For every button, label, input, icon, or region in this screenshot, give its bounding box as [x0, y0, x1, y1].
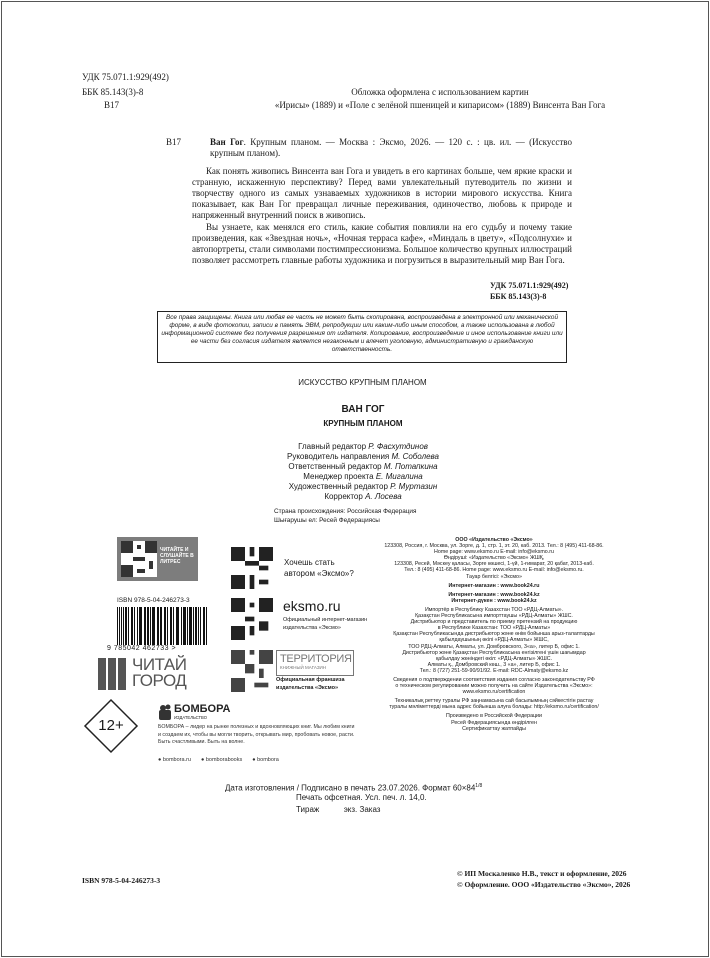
series-title: ИСКУССТВО КРУПНЫМ ПЛАНОМ [298, 378, 427, 387]
credit-line: Художественный редактор Р. Муртазин [288, 482, 438, 491]
barcode-bar [173, 607, 174, 645]
barcode-bar [198, 607, 199, 645]
barcode-bar [119, 607, 120, 645]
territory-text: Официальная франшиза издательства «Эксмо» [276, 677, 345, 691]
barcode-bar [200, 607, 201, 645]
barcode-bar [153, 607, 154, 645]
catalog-para1: Как понять живопись Винсента ван Гога и увидеть в его картинах больше, чем яркие краски и странную, искаженную перспективу? Перед вами увлекательный путеводитель по жизни и творчеству одного из самых узнаваемых художников в истории мирового искусства. Книга показывает, как Ван Гог превращал личные переживания, одиночество, любовь к природе и напряженный внутренний поиск в живопись. [192, 166, 572, 220]
origin-ru: Страна происхождения: Российская Федерация [274, 508, 417, 515]
cover-note-line2: «Ирисы» (1889) и «Поле с зелёной пшеницей и кипарисом» (1889) Винсента Ван Гога [274, 100, 606, 110]
bombora-link[interactable]: ● bomborabooks [201, 757, 243, 763]
litres-qr-code [121, 541, 157, 577]
barcode-bar [204, 607, 205, 645]
barcode-bar [193, 607, 194, 645]
barcode-bar [167, 607, 168, 645]
origin-kz: Шығарушы ел: Ресей Федерациясы [274, 517, 380, 524]
cover-note-line1: Обложка оформлена с использованием картин [351, 87, 529, 97]
publisher-block: ООО «Издательство «Эксмо» 123308, Россия, г. Москва, ул. Зорге, д. 1, стр. 1, эт. 20, каб. 2013. Тел.: 8 (495) 411-68-86. Home page: www.eksmo.ru E-mail: info@eksmo.ru Өндіруші: «Издательство «Эксмо» ЖШҚ, 123308, Ресей, Мәскеу қаласы, Зорге көшесі, 1-үй, 1-ғимарат, 20 қабат, 2013-каб. Тел.: 8 (495) 411-68-86. Home page: www.eksmo.ru E-mail: info@eksmo.ru. Тауар белгісі: «Эксмо» Интернет-магазин : www.book24.ru Интернет-магазин : www.book24.kz Интернет-дүкен : www.book24.kz Импортёр в Республику Казахстан ТОО «РДЦ-Алматы». Қазақстан Республикасына импорттаушы «РДЦ-Алматы» ЖШС. Дистрибьютор и представитель по приему претензий на продукцию в Республике Казахстан: ТОО «РДЦ-Алматы» Қазақстан Республикасында дистрибьютор және өнім бойынша арыз-талаптарды қабылдаушының өкілі «РДЦ-Алматы» ЖШС, ТОО РДЦ-Алматы, Алматы, ул. Домбровского, 3«а», литер Б, офис 1. Дистрибьютор және Қазақстан Республикасына енгізілгені үшін шағымдар қабылдау жөніндегі өкіл: «РДЦ-Алматы» ЖШС. Алматы қ., Домбровский көш., 3 «а», литер Б, офис 1. Тел.: 8 (727) 251-59-90/91/92. E-mail: RDC-Almaty@eksmo.kz Сведения о подтверждении соответствия издания согласно законодательству РФ о техническом регулировании можно получить на сайте Издательства «Эксмо»: www.eksmo.ru/certification Техникалық реттеу туралы РФ заңнамасына сай басылымның сәйкестігін растау туралы мәліметтерді мына адрес бойынша алуға болады: http://eksmo.ru/certification/ Произведено в Российской Федерации Ресей Федерациясында өндірілген Сертификаттау жатпайды [384, 537, 604, 732]
print-info-line1: Дата изготовления / Подписано в печать 23.07.2026. Формат $60\times 84^{1/8}$ [225, 783, 483, 793]
barcode-bar [145, 607, 146, 645]
isbn-bottom: ISBN 978-5-04-246273-3 [82, 876, 161, 885]
catalog-entry-rest: . Крупным планом. — Москва : Эксмо, 2026. — 120 с. : цв. ил. — (Искусство крупным планом). [210, 137, 572, 158]
copyright-1: © ИП Москаленко Н.В., текст и оформление, 2026 [457, 869, 627, 878]
barcode-bar [121, 607, 122, 645]
bombora-link[interactable]: ● bombora [252, 757, 279, 763]
barcode-bar [132, 607, 133, 645]
barcode-bar [171, 607, 172, 645]
catalog-entry [210, 137, 572, 159]
bombora-link[interactable]: ● bombora.ru [158, 757, 191, 763]
credit-line: Ответственный редактор М. Потапкина [288, 462, 438, 471]
bombora-description: БОМБОРА – лидер на рынке полезных и вдохновляющих книг. Мы любим книги и создаем их, чтобы вы могли творить, открывать мир, пробовать новое, расти. Быть счастливыми. Быть на волне. [158, 724, 355, 745]
barcode-bar [134, 607, 135, 645]
barcode-bar [125, 607, 127, 645]
catalog-bbk: ББК 85.143(3)-8 [490, 292, 547, 301]
credit-line: Руководитель направления М. Соболева [286, 452, 439, 461]
barcode-bar [206, 607, 207, 645]
barcode-bar [140, 607, 142, 645]
barcode-bar [165, 607, 166, 645]
barcode-bar [158, 607, 159, 645]
book-title: ВАН ГОГ [341, 404, 385, 415]
barcode-bar [187, 607, 188, 645]
barcode [117, 607, 209, 645]
print-info-line2: Печать офсетная. Усл. печ. л. 14,0. [296, 793, 427, 802]
barcode-bar [139, 607, 140, 645]
barcode-bar [178, 607, 179, 645]
eksmo-site[interactable]: eksmo.ru [283, 598, 341, 614]
barcode-bar [160, 607, 162, 645]
barcode-bar [181, 607, 182, 645]
barcode-bars [117, 607, 209, 645]
bombora-icon [158, 704, 172, 720]
print-info-line3: Тираж экз. Заказ [296, 805, 381, 814]
author-qr-code [231, 547, 273, 589]
eksmo-qr-code [231, 598, 273, 640]
web-icon: ● [158, 757, 162, 763]
code-top: В17 [104, 100, 120, 110]
credit-line: Главный редактор Р. Фасхутдинов [298, 442, 428, 451]
eksmo-shop-text: Официальный интернет-магазин издательства «Эксмо» [283, 617, 368, 631]
catalog-udk: УДК 75.071.1:929(492) [490, 281, 569, 290]
copyright-2: © Оформление. ООО «Издательство «Эксмо», 2026 [457, 880, 631, 889]
territory-qr-code [231, 650, 273, 692]
age-rating-badge: 12+ [83, 698, 139, 754]
udk-top: УДК 75.071.1:929(492) [82, 72, 169, 82]
book-subtitle: КРУПНЫМ ПЛАНОМ [323, 419, 403, 428]
litres-block [117, 537, 198, 581]
chitai-gorod-logo: ЧИТАЙ ГОРОД [98, 658, 216, 690]
rights-box: Все права защищены. Книга или любая ее часть не может быть скопирована, воспроизведена в электронной или механической форме, в виде фотокопии, записи в память ЭВМ, репродукции или каким-либо иным способом, а также использована в любой информационной системе без получения разрешения от издателя. Копирование, воспроизведение и иное использование книги или ее части без согласия издателя является незаконным и влечет уголовную, административную и гражданскую ответственность. [157, 311, 567, 363]
isbn-small: ISBN 978-5-04-246273-3 [117, 597, 190, 604]
territory-logo: ТЕРРИТОРИЯ КНИЖНЫЙ МАГАЗИН [276, 650, 354, 676]
catalog-code: В17 [166, 137, 182, 147]
barcode-bar [191, 607, 192, 645]
barcode-bar [152, 607, 153, 645]
barcode-bar [147, 607, 148, 645]
credit-line: Корректор А. Лосева [324, 492, 402, 501]
barcode-bar [128, 607, 129, 645]
credits [230, 442, 496, 502]
social-icon: ● [252, 757, 256, 763]
author-cta[interactable]: Хочешь стать автором «Эксмо»? [284, 558, 354, 578]
catalog-author: Ван Гог [210, 137, 244, 147]
bombora-links [158, 757, 279, 763]
litres-label: ЧИТАЙТЕ И СЛУШАЙТЕ В ЛИТРЕС [160, 547, 194, 565]
catalog-para2: Вы узнаете, как менялся его стиль, какие события повлияли на его судьбу и почему такие произведения, как «Звездная ночь», «Ночная терраса кафе», «Миндаль в цвету», «Подсолнухи» и автопортреты, стали символами постимпрессионизма. Большое количество крупных иллюстраций позволяет рассмотреть главные работы художника и погрузиться в выразительный мир Ван Гога. [192, 222, 572, 265]
barcode-bar [184, 607, 185, 645]
bbk-top: ББК 85.143(3)-8 [82, 87, 144, 97]
credit-line: Менеджер проекта Е. Мигалина [303, 472, 423, 481]
barcode-digits: 9 785042 462733 > [107, 645, 177, 652]
social-icon: ● [201, 757, 205, 763]
